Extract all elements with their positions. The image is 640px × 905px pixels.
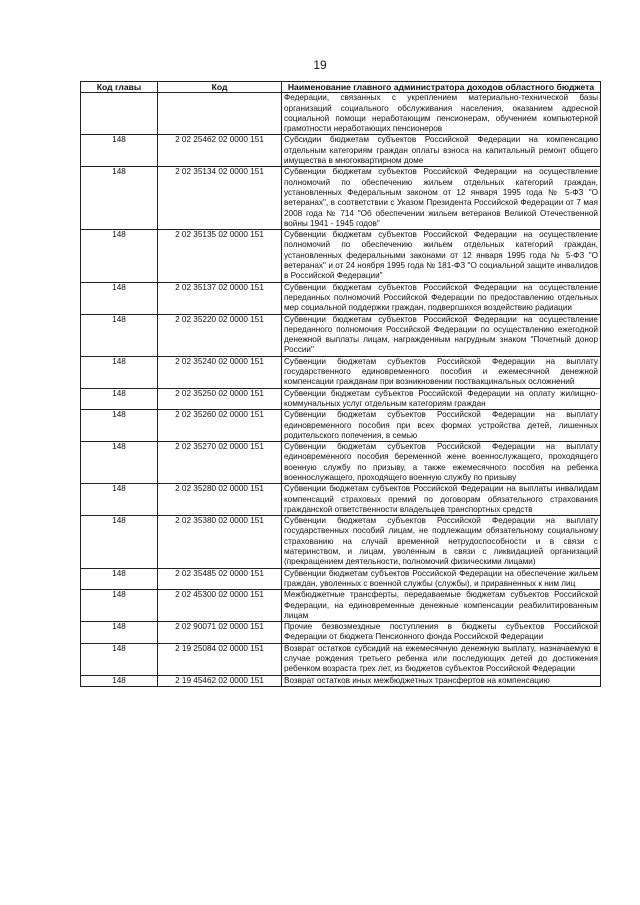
header-code: Код [158, 82, 282, 93]
row-chapter-code: 148 [81, 282, 158, 314]
table-row [81, 516, 601, 568]
row-chapter-code: 148 [81, 167, 158, 230]
row-chapter-code: 148 [81, 622, 158, 644]
table-row [81, 388, 601, 410]
row-description: Субвенции бюджетам субъектов Российской Федерации на осуществление полномочий по обеспечению жильем отдельных категорий граждан, установленных Федеральным законом от 12 января 1995 года № 5-ФЗ "О ветеранах", в соответствии с Указом Президента Российской Федерации от 7 мая 2008 года № 714 "Об обеспечении жильем ветеранов Великой Отечественной войны 1941 - 1945 годов" [282, 167, 601, 230]
row-description: Субвенции бюджетам субъектов Российской Федерации на осуществление переданных полномочий Российской Федерации по предоставлению отдельных мер социальной поддержки граждан, подвергшихся воздействию радиации [282, 282, 601, 314]
table-body [81, 93, 601, 687]
row-description: Возврат остатков иных межбюджетных трансфертов на компенсацию [282, 675, 601, 686]
table-row [81, 643, 601, 675]
row-description: Межбюджетные трансферты, передаваемые бюджетам субъектов Российской Федерации, на единовременные денежные компенсации реабилитированным лицам [282, 590, 601, 622]
row-chapter-code: 148 [81, 643, 158, 675]
row-budget-code: 2 02 90071 02 0000 151 [158, 622, 282, 644]
table-header-row [81, 82, 601, 93]
row-description: Субвенции бюджетам субъектов Российской Федерации на обеспечение жильем граждан, уволенных с военной службы (службы), и приравненных к ним лиц [282, 568, 601, 590]
row-description: Прочие безвозмездные поступления в бюджеты субъектов Российской Федерации от бюджета Пенсионного фонда Российской Федерации [282, 622, 601, 644]
row-budget-code: 2 02 35220 02 0000 151 [158, 314, 282, 356]
page-number: 19 [313, 58, 327, 72]
table-row [81, 230, 601, 282]
table-row [81, 442, 601, 484]
row-budget-code: 2 19 45462 02 0000 151 [158, 675, 282, 686]
row-description: Субвенции бюджетам субъектов Российской Федерации на выплаты инвалидам компенсаций страховых премий по договорам обязательного страхования гражданской ответственности владельцев транспортных средств [282, 484, 601, 516]
row-budget-code: 2 02 35280 02 0000 151 [158, 484, 282, 516]
row-description: Субвенции бюджетам субъектов Российской Федерации на осуществление переданного полномочия Российской Федерации по осуществлению ежегодной денежной выплаты лицам, награжденным нагрудным знаком "Почетный донор России" [282, 314, 601, 356]
row-budget-code: 2 19 25084 02 0000 151 [158, 643, 282, 675]
row-chapter-code: 148 [81, 516, 158, 568]
row-chapter-code: 148 [81, 484, 158, 516]
table-row [81, 410, 601, 442]
table-row [81, 356, 601, 388]
table-row [81, 675, 601, 686]
table-row [81, 135, 601, 167]
table-row [81, 622, 601, 644]
row-budget-code: 2 02 35137 02 0000 151 [158, 282, 282, 314]
row-chapter-code: 148 [81, 356, 158, 388]
row-budget-code: 2 02 25462 02 0000 151 [158, 135, 282, 167]
row-description: Субсидии бюджетам субъектов Российской Федерации на компенсацию отдельным категориям граждан оплаты взноса на капитальный ремонт общего имущества в многоквартирном доме [282, 135, 601, 167]
row-chapter-code: 148 [81, 590, 158, 622]
row-budget-code: 2 02 35134 02 0000 151 [158, 167, 282, 230]
table-row [81, 282, 601, 314]
header-chapter-code: Код главы [81, 82, 158, 93]
row-description: Субвенции бюджетам субъектов Российской Федерации на выплату единовременного пособия беременной жене военнослужащего, проходящего военную службу по призыву, а также ежемесячного пособия на ребенка военнослужащего, проходящего военную службу по призыву [282, 442, 601, 484]
row-budget-code: 2 02 35270 02 0000 151 [158, 442, 282, 484]
row-budget-code [158, 93, 282, 135]
table-row [81, 568, 601, 590]
row-budget-code: 2 02 35485 02 0000 151 [158, 568, 282, 590]
row-chapter-code [81, 93, 158, 135]
header-administrator-name: Наименование главного администратора доходов областного бюджета [282, 82, 601, 93]
row-description: Субвенции бюджетам субъектов Российской Федерации на оплату жилищно-коммунальных услуг отдельным категориям граждан [282, 388, 601, 410]
row-chapter-code: 148 [81, 675, 158, 686]
row-description: Субвенции бюджетам субъектов Российской Федерации на осуществление полномочий по обеспечению жильем отдельных категорий граждан, установленных федеральными законами от 12 января 1995 года № 5-ФЗ "О ветеранах" и от 24 ноября 1995 года № 181-ФЗ "О социальной защите инвалидов в Российской Федерации" [282, 230, 601, 282]
table-row [81, 590, 601, 622]
row-budget-code: 2 02 35135 02 0000 151 [158, 230, 282, 282]
row-chapter-code: 148 [81, 442, 158, 484]
row-budget-code: 2 02 35250 02 0000 151 [158, 388, 282, 410]
row-chapter-code: 148 [81, 410, 158, 442]
revenue-administrators-table [80, 81, 601, 687]
row-chapter-code: 148 [81, 314, 158, 356]
row-description: Субвенции бюджетам субъектов Российской Федерации на выплату государственного единовременного пособия и ежемесячной денежной компенсации гражданам при возникновении поствакцинальных осложнений [282, 356, 601, 388]
row-description: Федерации, связанных с укреплением материально-технической базы организаций социального обслуживания населения, оказанием адресной социальной помощи неработающим пенсионерам, обучением компьютерной грамотности неработающих пенсионеров [282, 93, 601, 135]
row-budget-code: 2 02 45300 02 0000 151 [158, 590, 282, 622]
table-row [81, 93, 601, 135]
row-description: Субвенции бюджетам субъектов Российской Федерации на выплату единовременного пособия при всех формах устройства детей, лишенных родительского попечения, в семью [282, 410, 601, 442]
row-description: Возврат остатков субсидий на ежемесячную денежную выплату, назначаемую в случае рождения третьего ребенка или последующих детей до достижения ребенком возраста трех лет, из бюджетов субъектов Российской Федерации [282, 643, 601, 675]
row-budget-code: 2 02 35380 02 0000 151 [158, 516, 282, 568]
table-row [81, 167, 601, 230]
row-description: Субвенции бюджетам субъектов Российской Федерации на выплату государственных пособий лицам, не подлежащим обязательному социальному страхованию на случай временной нетрудоспособности и в связи с материнством, и лицам, уволенным в связи с ликвидацией организаций (прекращением деятельности, полномочий физическими лицами) [282, 516, 601, 568]
row-chapter-code: 148 [81, 135, 158, 167]
row-chapter-code: 148 [81, 230, 158, 282]
table-row [81, 484, 601, 516]
row-chapter-code: 148 [81, 388, 158, 410]
row-chapter-code: 148 [81, 568, 158, 590]
row-budget-code: 2 02 35240 02 0000 151 [158, 356, 282, 388]
table-row [81, 314, 601, 356]
row-budget-code: 2 02 35260 02 0000 151 [158, 410, 282, 442]
